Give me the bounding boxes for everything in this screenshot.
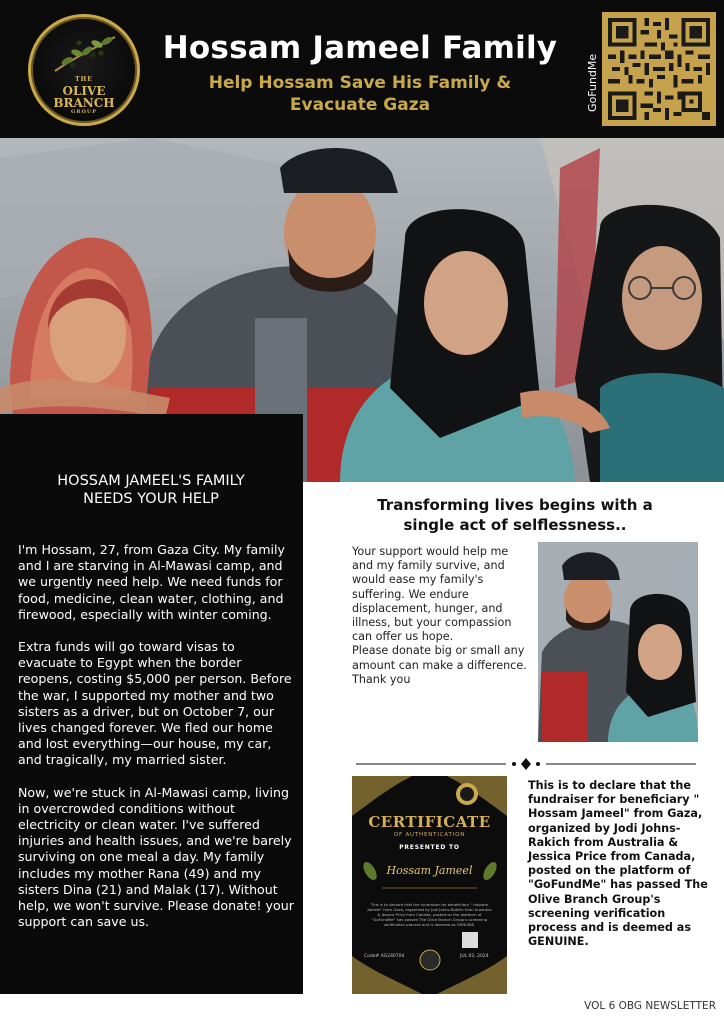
appeal-text: Your support would help me and my family survive, and would ease my family's suffering. We endure displacement, hunger, and illness, but your compassion can offer us hope. Please donate big or small any amount can make a difference. Thank you [352,545,527,686]
story-paragraph-3: Now, we're stuck in Al-Mawasi camp, living in overcrowded conditions without electricity or clean water. I've suffered injuries and health issues, and we're barely surviving on one meal a day. My family includes my mother Rana (49) and my sisters Dina (21) and Malak (17). Without help, we won't survive. Please donate! your support can save us. [18,784,294,930]
certificate-date: JUL 02, 2024 [460,954,489,959]
gofundme-label-wrap [586,12,600,126]
certificate-of-authentication [352,776,507,994]
certificate-subtitle: OF AUTHENTICATION [393,832,466,838]
story-heading [16,472,286,508]
logo-text-branch: BRANCH [53,96,115,110]
certificate-code: Code# AG240704 [364,954,405,959]
logo-text-group: GROUP [71,109,97,115]
olive-branch-icon [49,31,121,75]
header-banner [0,0,724,138]
certificate-presented-to: PRESENTED TO [399,844,460,851]
story-paragraph-2: Extra funds will go toward visas to evacuate to Egypt when the border reopens, costing $5,000 per person. Before the war, I supported my mother and two sisters as a driver, but on October 7, our lives changed forever. We fled our home and lost everything—our house, my car, and tragically, my married sister. [18,639,292,768]
story-paragraph-1: I'm Hossam, 27, from Gaza City. My family and I are starving in Al-Mawasi camp, and we urgently need help. We need funds for food, medicine, clean water, clothing, and firewood, especially with winter coming. [18,542,285,622]
logo-text-the: THE [75,76,93,83]
certificate-title: CERTIFICATE [368,813,491,831]
tagline: Transforming lives begins with a single act of selflessness.. [377,496,653,534]
page-title: Hossam Jameel Family [162,30,558,66]
story-text [18,542,296,946]
ornament-divider [356,758,696,770]
certificate-decoration [352,776,507,994]
page-subtitle: Help Hossam Save His Family & Evacuate Gaza [208,73,512,115]
story-panel [0,414,303,994]
logo-text-olive: OLIVE [62,84,106,98]
olive-branch-group-logo [28,14,140,126]
verification-declaration: This is to declare that the fundraiser for beneficiary " Hossam Jameel" from Gaza, organized by Jodi Johns-Rakich from Australia & Jessica Price from Canada, posted on the platform of "GoFundMe" has passed The Olive Branch Group's screening verification process and is deemed as GENUINE. [528,779,708,949]
small-photo-illustration [538,542,698,742]
gofundme-label: GoFundMe [586,53,599,112]
qr-code-icon [608,18,710,120]
certificate-recipient-name: Hossam Jameel [386,864,473,877]
certificate-body-text: This is to declare that the fundraiser for beneficiary " Hossam Jameel" from Gaza, organized by Jodi Johns-Rakich from Australia & Jessica Price from Canada, posted on the platform of "GoFundMe" has passed The Olive Branch Group's screening verification process and is deemed as GENUINE. [367,902,492,927]
story-heading-text: HOSSAM JAMEEL'S FAMILY NEEDS YOUR HELP [57,473,245,507]
newsletter-footer: VOL 6 OBG NEWSLETTER [584,1000,716,1012]
hossam-and-sister-photo [538,542,698,742]
gofundme-qr-code[interactable] [602,12,716,126]
